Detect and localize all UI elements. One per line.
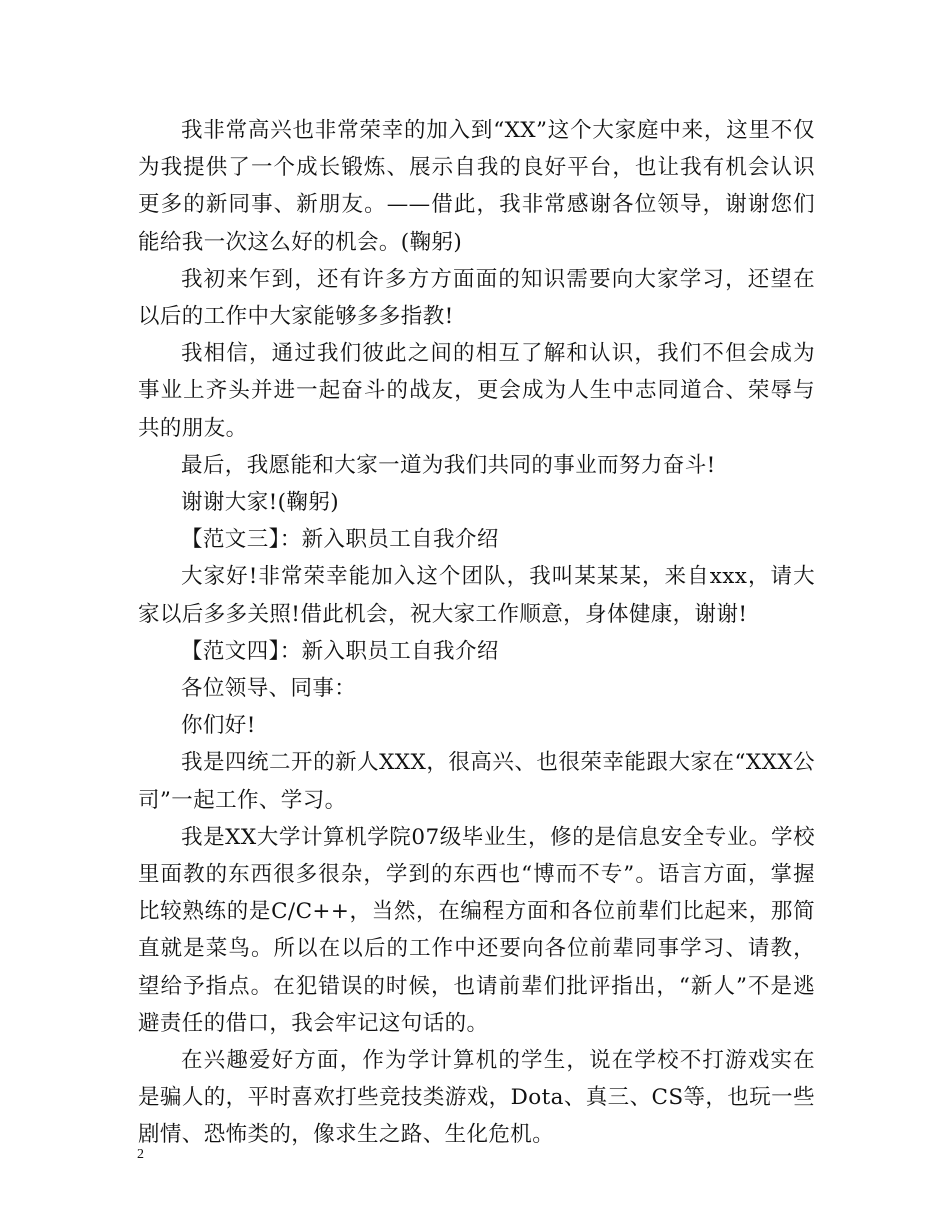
paragraph-closing: 最后，我愿能和大家一道为我们共同的事业而努力奋斗!: [181, 452, 716, 478]
section-heading-sample-four: 【范文四】：新入职员工自我介绍: [181, 638, 499, 664]
paragraph-welcome: 我非常高兴也非常荣幸的加入到“XX”这个大家庭中来，这里不仅为我提供了一个成长锻炼、展示自我的良好平台，也让我有机会认识更多的新同事、新朋友。——借此，我非常感谢各位领导，谢谢您们能给我一次这么好的机会。(鞠躬): [138, 118, 815, 255]
page-number: 2: [137, 1147, 144, 1162]
paragraph-sample-three: 大家好!非常荣幸能加入这个团队，我叫某某某，来自xxx，请大家以后多多关照!借此机会，祝大家工作顺意，身体健康，谢谢!: [138, 564, 815, 627]
paragraph-education: 我是XX大学计算机学院07级毕业生，修的是信息安全专业。学校里面教的东西很多很杂，学到的东西也“博而不专”。语言方面，掌握比较熟练的是C/C++，当然，在编程方面和各位前辈们比起来，那简直就是菜鸟。所以在以后的工作中还要向各位前辈同事学习、请教，望给予指点。在犯错误的时候，也请前辈们批评指出，“新人”不是逃避责任的借口，我会牢记这句话的。: [138, 824, 815, 1036]
section-heading-sample-three: 【范文三】：新入职员工自我介绍: [181, 527, 499, 553]
paragraph-salutation: 各位领导、同事：: [181, 676, 357, 702]
paragraph-hobbies: 在兴趣爱好方面，作为学计算机的学生，说在学校不打游戏实在是骗人的，平时喜欢打些竞技类游戏，Dota、真三、CS等，也玩一些剧情、恐怖类的，像求生之路、生化危机。: [138, 1048, 815, 1148]
paragraph-thanks: 谢谢大家!(鞠躬): [181, 490, 340, 516]
document-body: [138, 112, 815, 1154]
paragraph-greeting: 你们好!: [181, 713, 256, 739]
paragraph-newcomer: 我初来乍到，还有许多方方面面的知识需要向大家学习，还望在以后的工作中大家能够多多指教!: [138, 266, 815, 330]
paragraph-belief: 我相信，通过我们彼此之间的相互了解和认识，我们不但会成为事业上齐头并进一起奋斗的战友，更会成为人生中志同道合、荣辱与共的朋友。: [138, 341, 815, 441]
paragraph-introduction: 我是四统二开的新人XXX，很高兴、也很荣幸能跟大家在“XXX公司”一起工作、学习。: [138, 750, 815, 813]
